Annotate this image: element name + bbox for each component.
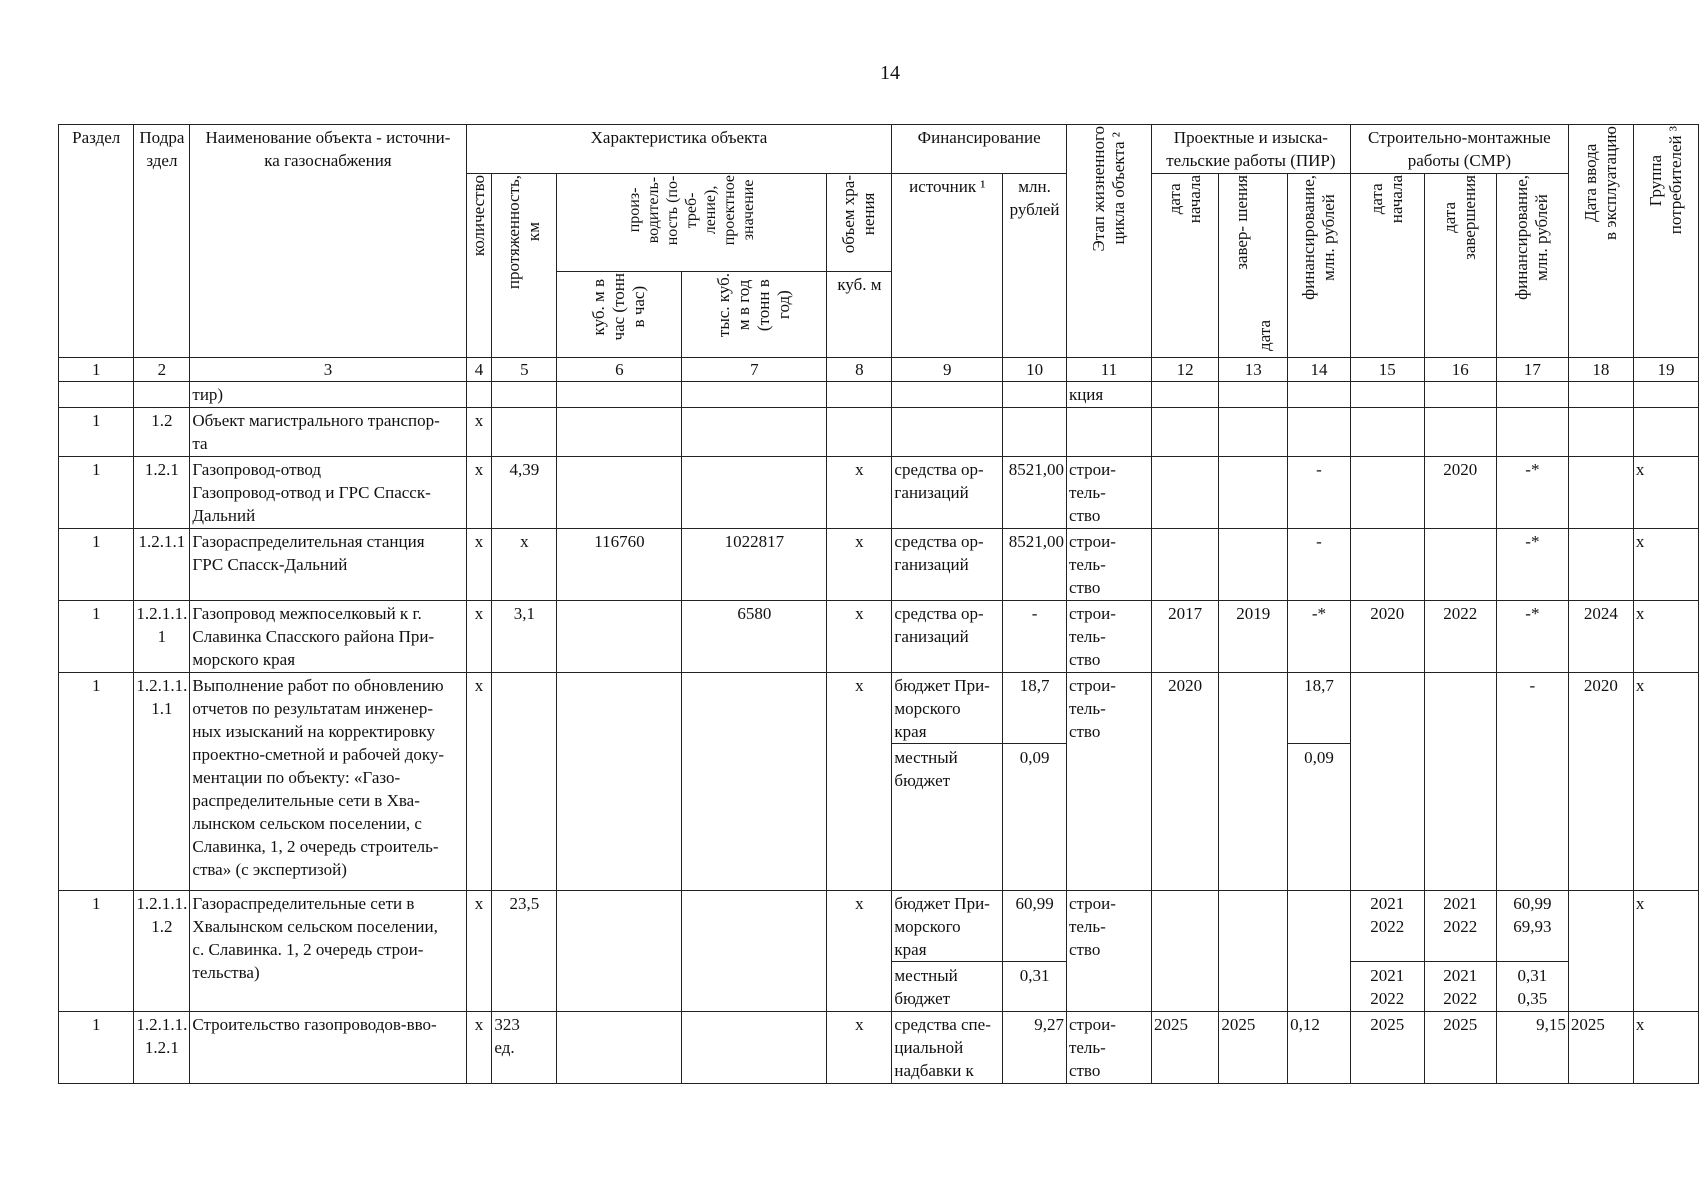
subsection-cell: 1.2 [134,408,190,457]
mln-local: 0,09 [1019,748,1050,767]
storage-cell: х [827,891,892,1012]
header-pir-end: завер- шения дата [1219,174,1288,358]
smr-financing-cell: 9,15 [1496,1012,1568,1084]
header-consumer-group: Группа потребителей ³ [1633,125,1698,358]
consumer-group-cell: х [1633,457,1698,529]
column-number: 14 [1288,358,1351,382]
column-number: 10 [1003,358,1067,382]
column-number: 4 [466,358,492,382]
pir-start-cell: 2020 [1151,673,1218,891]
pir-financing-cell: -* [1288,601,1351,673]
table-row [59,408,1699,457]
subsection-cell: 1.2.1 [134,457,190,529]
mln-cell [1003,673,1067,891]
storage-cell: х [827,673,892,891]
smr-start-regional: 2021 2022 [1351,892,1424,962]
gas-objects-table [58,124,1699,1084]
source-local: местный бюджет [894,748,958,790]
table-row [59,673,1699,891]
smr-financing-cell: -* [1496,457,1568,529]
smr-end-cell: 2020 [1424,457,1496,529]
table-row [59,601,1699,673]
consumer-group-cell: х [1633,673,1698,891]
consumer-group-cell: х [1633,1012,1698,1084]
table-row [59,529,1699,601]
smr-financing-local: 0,31 0,35 [1517,966,1548,1008]
smr-start-local: 2021 2022 [1370,966,1405,1008]
length-cell: 23,5 [492,891,557,1012]
lifecycle-stage: строи- тель- ство [1066,529,1151,601]
subsection-cell: 1.2.1.1 [134,529,190,601]
column-number: 2 [134,358,190,382]
quantity-cell: х [466,457,492,529]
lifecycle-stage: строи- тель- ство [1066,673,1151,891]
section-cell: 1 [59,891,134,1012]
header-storage: объем хра- нения [827,174,892,272]
column-number: 8 [827,358,892,382]
object-name: Газораспределительная станция ГРС Спасск-Дальний [190,529,466,601]
storage-cell: х [827,529,892,601]
column-number: 3 [190,358,466,382]
smr-financing-regional: 60,99 69,93 [1497,892,1568,962]
pir-financing-cell: 0,12 [1288,1012,1351,1084]
source-cell: средства ор- ганизаций [892,529,1003,601]
quantity-cell: х [466,408,492,457]
pir-start-cell: 2017 [1151,601,1218,673]
consumer-group-cell: х [1633,601,1698,673]
mln-regional: 60,99 [1003,892,1066,962]
productivity-hour-cell: 116760 [557,529,682,601]
section-cell: 1 [59,457,134,529]
column-number: 9 [892,358,1003,382]
column-number: 11 [1066,358,1151,382]
quantity-cell: х [466,529,492,601]
subsection-cell: 1.2.1.1. 1.1 [134,673,190,891]
smr-end-local: 2021 2022 [1443,966,1478,1008]
smr-start-cell: 2025 [1350,1012,1424,1084]
smr-end-regional: 2021 2022 [1425,892,1496,962]
header-pir-start: дата начала [1151,174,1218,358]
column-number: 19 [1633,358,1698,382]
source-cell: средства ор- ганизаций [892,457,1003,529]
lifecycle-stage: строи- тель- ство [1066,1012,1151,1084]
table-row [59,457,1699,529]
source-regional: бюджет При- морского края [892,674,1002,744]
header-lifecycle: Этап жизненного цикла объекта ² [1066,125,1151,358]
object-name: Строительство газопроводов-вво- [190,1012,466,1084]
header-source: источник ¹ [892,174,1003,358]
productivity-year-cell: 1022817 [682,529,827,601]
header-section: Раздел [59,125,134,358]
pir-financing-cell: - [1288,457,1351,529]
pir-financing-cell [1288,673,1351,891]
header-productivity: произ- водитель- ность (по- треб- ление), проектное значение [557,174,827,272]
storage-cell: х [827,457,892,529]
section-cell: 1 [59,601,134,673]
smr-financing-cell [1496,891,1568,1012]
smr-financing-cell: - [1496,673,1568,891]
smr-end-cell [1424,891,1496,1012]
section-cell: 1 [59,408,134,457]
commissioning-cell: 2024 [1568,601,1633,673]
smr-start-cell: 2020 [1350,601,1424,673]
header-m3-hour: куб. м в час (тонн в час) [557,272,682,358]
pir-end-cell: 2025 [1219,1012,1288,1084]
storage-cell: х [827,601,892,673]
source-local: местный бюджет [894,966,958,1008]
object-name: Выполнение работ по обновлению отчетов по результатам инженер- ных изысканий на корректировку проектно-сметной и рабочей доку- ментации по объекту: «Газо- распределительные сети в Хва- лынском сельском поселении, с Славинка, 1, 2 очередь строитель- ства» (с экспертизой) [190,673,466,891]
table-row [59,1012,1699,1084]
header-pir-financing: финансирование, млн. рублей [1288,174,1351,358]
pir-financing-local: 0,09 [1304,748,1334,767]
length-cell: 3,1 [492,601,557,673]
column-number: 5 [492,358,557,382]
consumer-group-cell: х [1633,891,1698,1012]
section-cell: 1 [59,1012,134,1084]
section-cell: 1 [59,673,134,891]
productivity-year-cell: 6580 [682,601,827,673]
smr-financing-cell: -* [1496,601,1568,673]
section-cell: 1 [59,529,134,601]
lifecycle-stage: строи- тель- ство [1066,601,1151,673]
column-number: 15 [1350,358,1424,382]
header-length: протяженность, км [492,174,557,358]
length-cell: 323 ед. [492,1012,557,1084]
smr-start-cell [1350,891,1424,1012]
column-number: 18 [1568,358,1633,382]
mln-cell [1003,891,1067,1012]
mln-cell: 8521,00 [1003,529,1067,601]
commissioning-cell: 2020 [1568,673,1633,891]
mln-cell: 8521,00 [1003,457,1067,529]
continuation-row [59,382,1699,408]
header-mln-rub: млн. рублей [1003,174,1067,358]
object-name: Газопровод-отвод Газопровод-отвод и ГРС Спасск- Дальний [190,457,466,529]
header-subsection: Подра здел [134,125,190,358]
column-number: 17 [1496,358,1568,382]
quantity-cell: х [466,601,492,673]
source-cell [892,891,1003,1012]
source-cell [892,673,1003,891]
mln-cell: 9,27 [1003,1012,1067,1084]
smr-financing-cell: -* [1496,529,1568,601]
header-smr-start: дата начала [1350,174,1424,358]
page-number: 14 [880,62,900,84]
pir-financing-regional: 18,7 [1288,674,1350,744]
source-cell: средства ор- ганизаций [892,601,1003,673]
header-smr: Строительно-монтажные работы (СМР) [1350,125,1568,174]
object-name: тир) [190,382,466,408]
pir-financing-cell: - [1288,529,1351,601]
column-number: 13 [1219,358,1288,382]
length-cell: х [492,529,557,601]
header-characteristics: Характеристика объекта [466,125,892,174]
column-number: 1 [59,358,134,382]
storage-cell: х [827,1012,892,1084]
column-number: 7 [682,358,827,382]
mln-cell: - [1003,601,1067,673]
header-smr-financing: финансирование, млн. рублей [1496,174,1568,358]
column-number: 6 [557,358,682,382]
mln-local: 0,31 [1019,966,1050,985]
commissioning-cell: 2025 [1568,1012,1633,1084]
header-commissioning: Дата ввода в эксплуатацию [1568,125,1633,358]
subsection-cell: 1.2.1.1. 1.2.1 [134,1012,190,1084]
header-smr-end: дата завершения [1424,174,1496,358]
header-th-m3-year: тыс. куб. м в год (тонн в год) [682,272,827,358]
header-quantity: количество [466,174,492,358]
smr-end-cell: 2022 [1424,601,1496,673]
quantity-cell: х [466,891,492,1012]
consumer-group-cell: х [1633,529,1698,601]
source-regional: бюджет При- морского края [892,892,1002,962]
column-number: 12 [1151,358,1218,382]
subsection-cell: 1.2.1.1. 1.2 [134,891,190,1012]
object-name: Газораспределительные сети в Хвалынском сельском поселении, с. Славинка. 1, 2 очередь строи- тельства) [190,891,466,1012]
smr-end-cell: 2025 [1424,1012,1496,1084]
column-numbers-row [59,358,1699,382]
pir-end-cell: 2019 [1219,601,1288,673]
subsection-cell: 1.2.1.1. 1 [134,601,190,673]
lifecycle-stage: строи- тель- ство [1066,891,1151,1012]
table-row [59,891,1699,1012]
quantity-cell: х [466,1012,492,1084]
source-cell: средства спе- циальной надбавки к [892,1012,1003,1084]
column-number: 16 [1424,358,1496,382]
header-object-name: Наименование объекта - источни- ка газоснабжения [190,125,466,358]
length-cell: 4,39 [492,457,557,529]
mln-regional: 18,7 [1003,674,1066,744]
object-name: Газопровод межпоселковый к г. Славинка Спасского района При- морского края [190,601,466,673]
lifecycle-stage: кция [1066,382,1151,408]
lifecycle-stage: строи- тель- ство [1066,457,1151,529]
quantity-cell: х [466,673,492,891]
header-pir: Проектные и изыска- тельские работы (ПИР) [1151,125,1350,174]
header-storage-unit: куб. м [827,272,892,358]
object-name: Объект магистрального транспор- та [190,408,466,457]
header-financing: Финансирование [892,125,1067,174]
pir-start-cell: 2025 [1151,1012,1218,1084]
